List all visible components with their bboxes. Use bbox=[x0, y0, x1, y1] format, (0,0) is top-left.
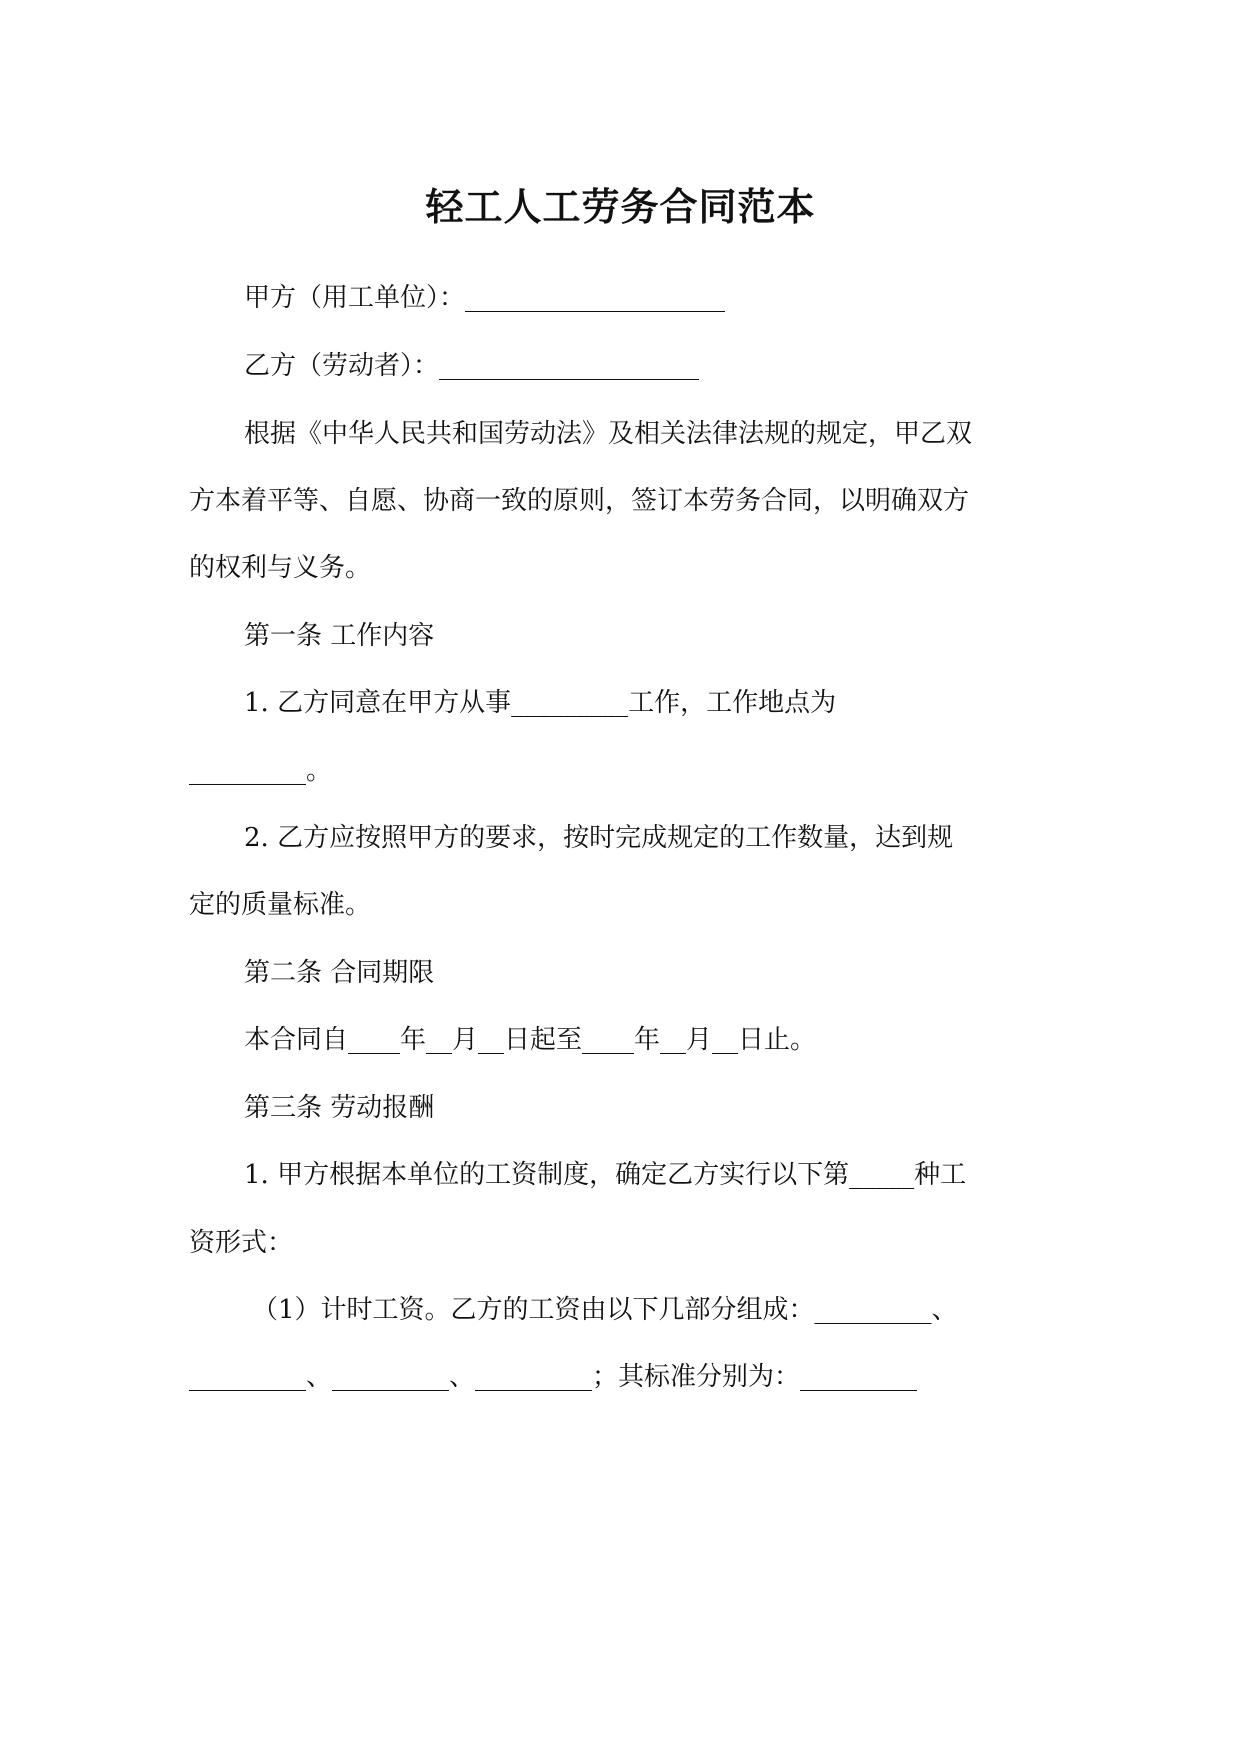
document-title: 轻工人工劳务合同范本 bbox=[425, 184, 816, 229]
article-3-item-1-line-1: 1. 甲方根据本单位的工资制度，确定乙方实行以下第_____种工 bbox=[244, 1160, 967, 1190]
article-1-item-2-line-2: 定的质量标准。 bbox=[189, 890, 372, 920]
article-3-subitem-1-line-2: _________、_________、_________；其标准分别为：_________ bbox=[189, 1362, 918, 1392]
article-3-subitem-1-line-1: （1）计时工资。乙方的工资由以下几部分组成：_________、 bbox=[252, 1295, 958, 1325]
article-3-item-1-line-2: 资形式： bbox=[189, 1228, 294, 1258]
article-2-term: 本合同自____年__月__日起至____年__月__日止。 bbox=[244, 1025, 817, 1055]
article-2-heading: 第二条 合同期限 bbox=[244, 958, 435, 988]
article-1-item-1-line-1: 1. 乙方同意在甲方从事_________工作，工作地点为 bbox=[244, 688, 837, 718]
article-3-heading: 第三条 劳动报酬 bbox=[244, 1093, 435, 1123]
preamble-line-2: 方本着平等、自愿、协商一致的原则，签订本劳务合同，以明确双方 bbox=[189, 486, 970, 516]
article-1-item-1-line-2: _________。 bbox=[189, 756, 333, 786]
party-b-line: 乙方（劳动者）：____________________ bbox=[244, 351, 700, 381]
preamble-line-1: 根据《中华人民共和国劳动法》及相关法律法规的规定，甲乙双 bbox=[244, 419, 973, 449]
article-1-item-2-line-1: 2. 乙方应按照甲方的要求，按时完成规定的工作数量，达到规 bbox=[244, 823, 954, 853]
party-a-line: 甲方（用工单位）：____________________ bbox=[244, 283, 726, 313]
preamble-line-3: 的权利与义务。 bbox=[189, 553, 372, 583]
article-1-heading: 第一条 工作内容 bbox=[244, 621, 435, 651]
